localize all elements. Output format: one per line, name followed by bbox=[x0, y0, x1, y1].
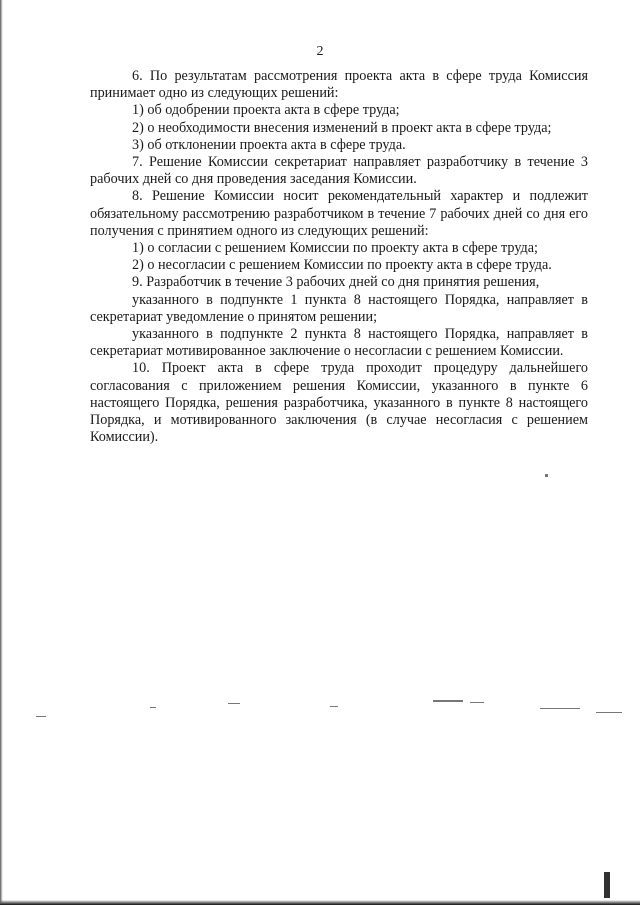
paragraph-7: 7. Решение Комиссии секретариат направляет разработчику в течение 3 рабочих дней со дня проведения заседания Комиссии. bbox=[90, 154, 588, 188]
paragraph-10: 10. Проект акта в сфере труда проходит процедуру дальнейшего согласования с приложением решения Комиссии, указанного в пункте 6 настоящего Порядка, решения разработчика, указанного в пункте 8 настоящего Порядка, и мотивированного заключения (в случае несогласия с решением Комиссии). bbox=[90, 360, 588, 446]
scan-edge-bottom bbox=[0, 900, 640, 905]
paragraph-6: 6. По результатам рассмотрения проекта акта в сфере труда Комиссия принимает одно из следующих решений: bbox=[90, 68, 588, 102]
list-item: 2) о несогласии с решением Комиссии по проекту акта в сфере труда. bbox=[132, 257, 552, 274]
page-number: 2 bbox=[316, 44, 324, 59]
paragraph-8: 8. Решение Комиссии носит рекомендательный характер и подлежит обязательному рассмотрению разработчиком в течение 7 рабочих дней со дня его получения с принятием одного из следующих решений: bbox=[90, 188, 588, 239]
list-item: 1) об одобрении проекта акта в сфере труда; bbox=[132, 102, 400, 119]
paragraph-9: 9. Разработчик в течение 3 рабочих дней со дня принятия решения, bbox=[132, 274, 540, 291]
list-item: 2) о необходимости внесения изменений в проект акта в сфере труда; bbox=[132, 119, 552, 136]
list-item: 1) о согласии с решением Комиссии по проекту акта в сфере труда; bbox=[132, 240, 538, 257]
sub-paragraph: указанного в подпункте 2 пункта 8 настоящего Порядка, направляет в секретариат мотивированное заключение о несогласии с решением Комиссии. bbox=[90, 326, 588, 360]
sub-paragraph: указанного в подпункте 1 пункта 8 настоящего Порядка, направляет в секретариат уведомление о принятом решении; bbox=[90, 291, 588, 325]
list-item: 3) об отклонении проекта акта в сфере труда. bbox=[132, 136, 406, 153]
